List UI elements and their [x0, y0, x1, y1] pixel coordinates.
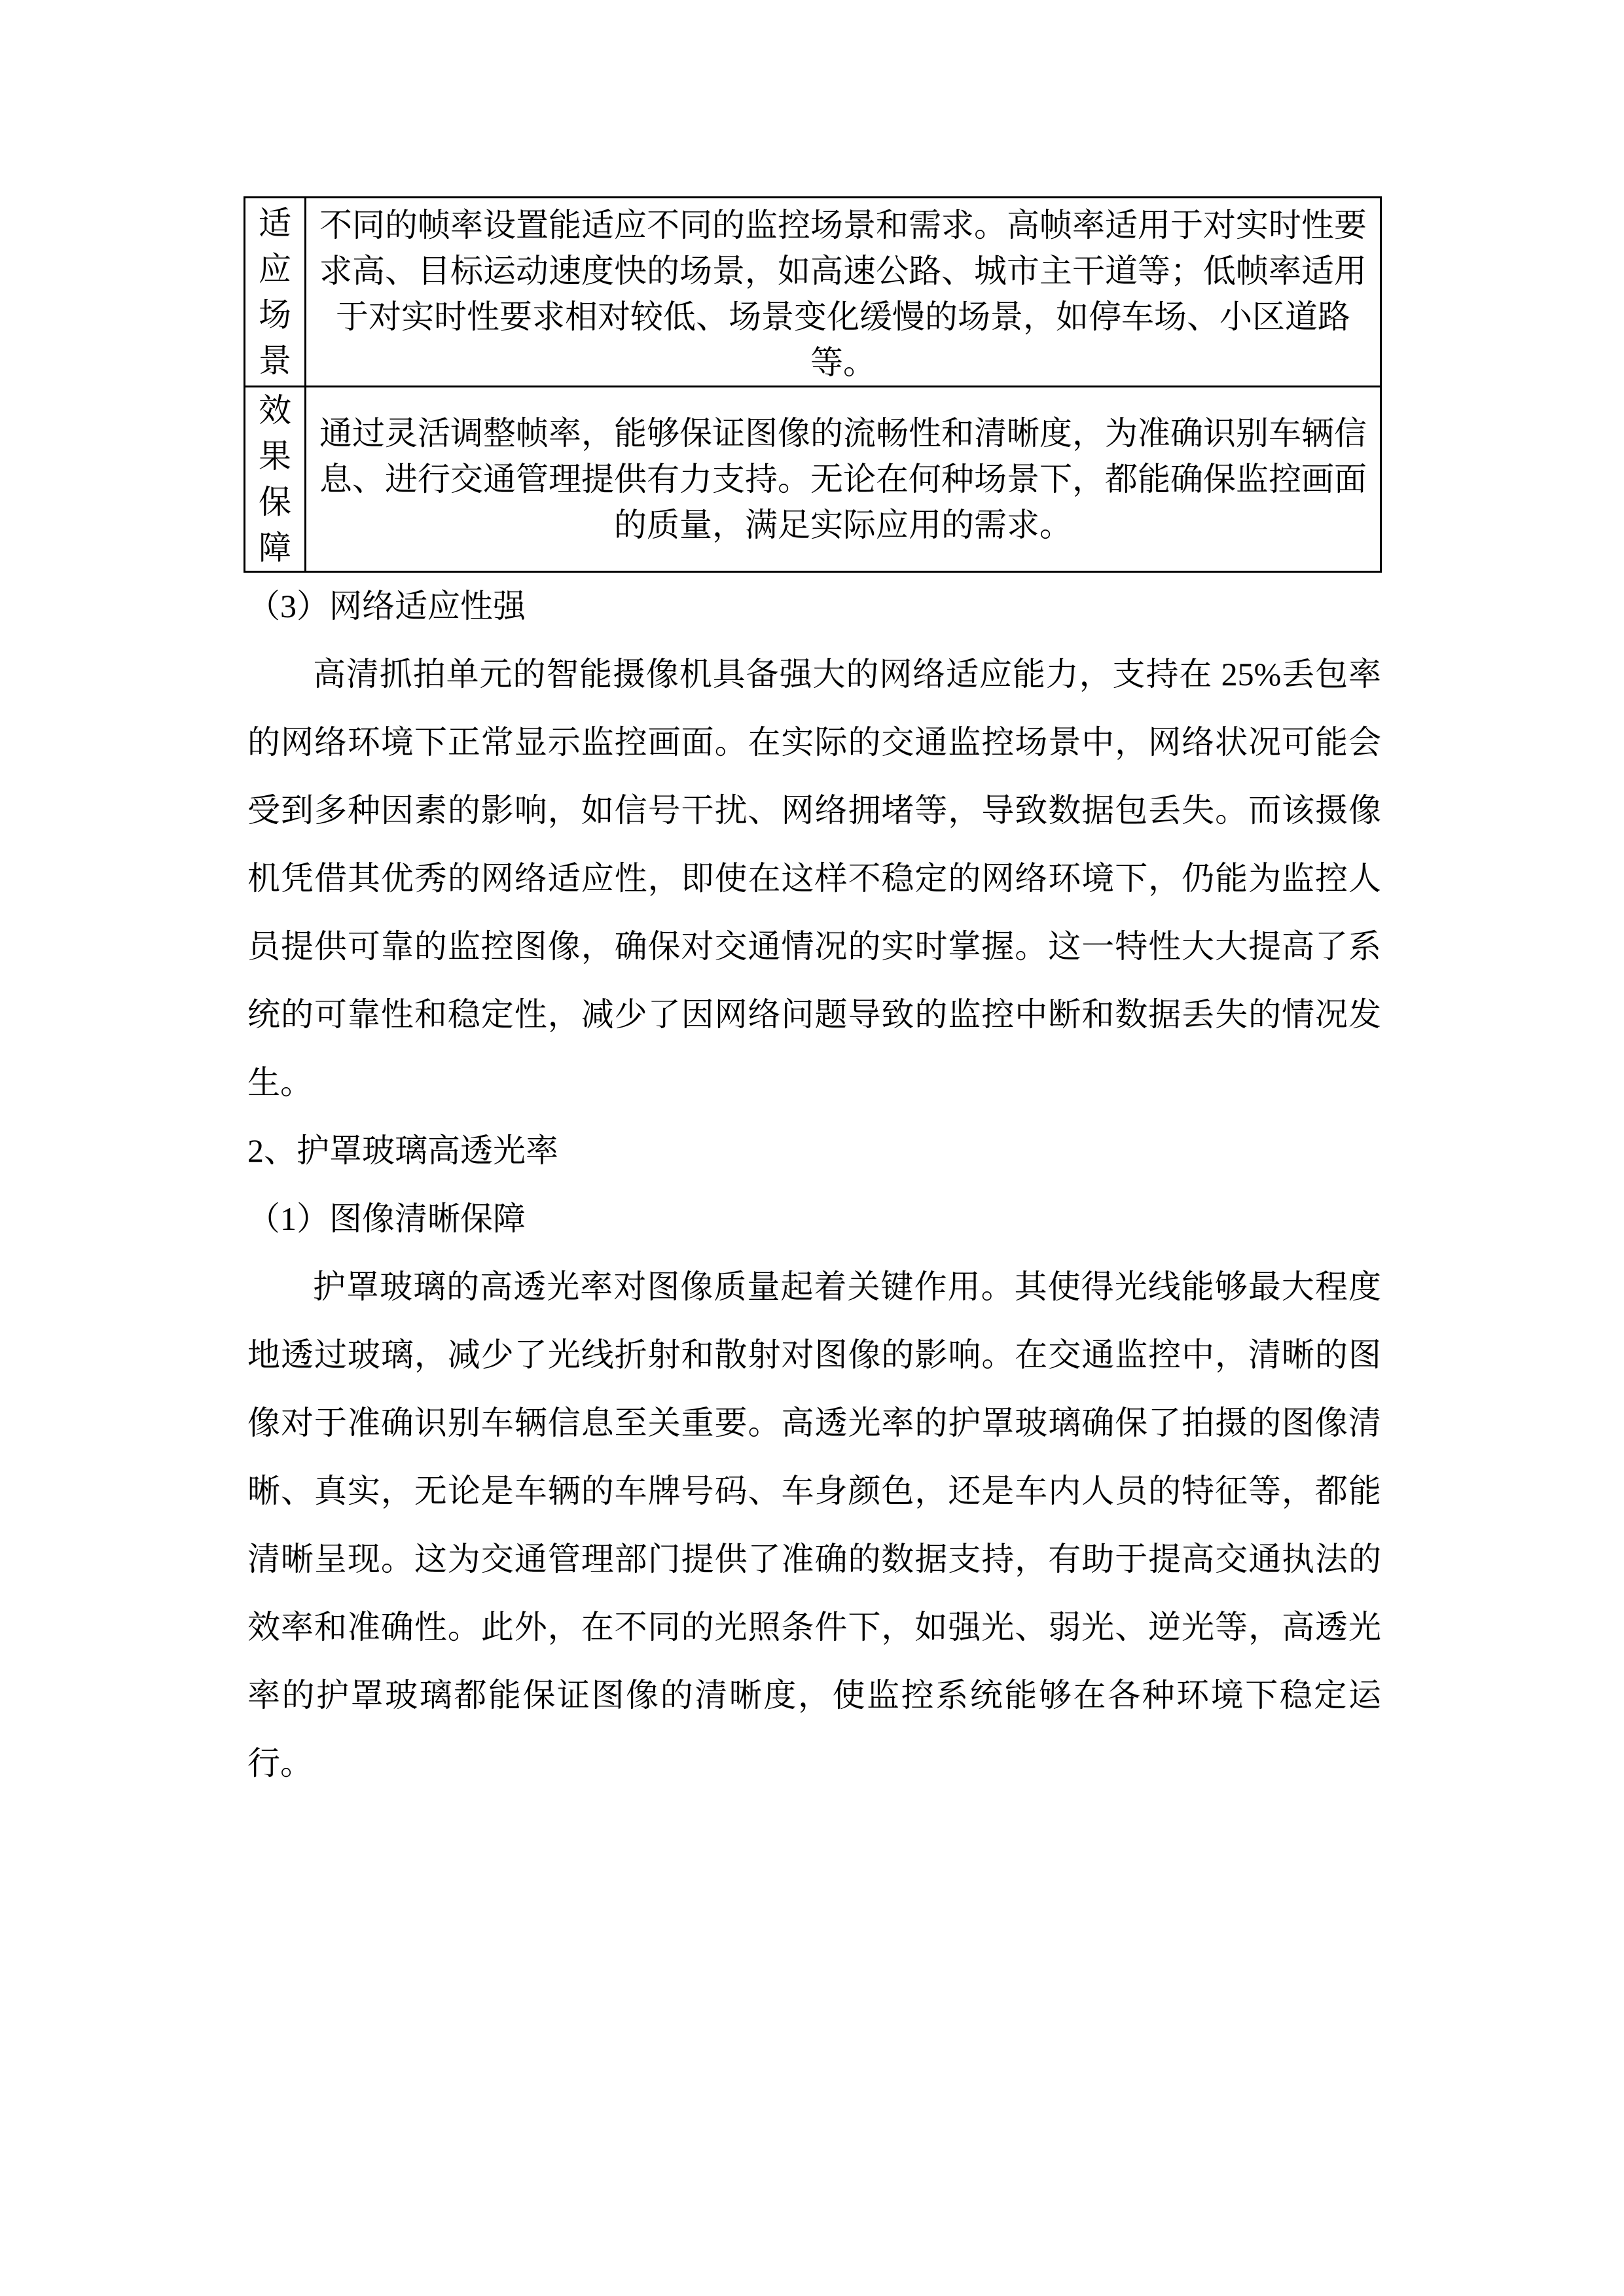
table-row: [245, 387, 1381, 572]
row-header-cell: 适应场景: [245, 198, 306, 387]
section-heading-image-clarity: （1）图像清晰保障: [247, 1200, 526, 1237]
document-body: [247, 572, 1381, 1797]
table-row: [245, 198, 1381, 387]
spec-table: [244, 196, 1382, 573]
row-header-cell: 效果保障: [245, 387, 306, 572]
row-content-cell: 不同的帧率设置能适应不同的监控场景和需求。高帧率适用于对实时性要求高、目标运动速度快的场景，如高速公路、城市主干道等；低帧率适用于对实时性要求相对较低、场景变化缓慢的场景，如停车场、小区道路等。: [306, 198, 1381, 387]
body-paragraph-image-clarity: 护罩玻璃的高透光率对图像质量起着关键作用。其使得光线能够最大程度地透过玻璃，减少了光线折射和散射对图像的影响。在交通监控中，清晰的图像对于准确识别车辆信息至关重要。高透光率的护罩玻璃确保了拍摄的图像清晰、真实，无论是车辆的车牌号码、车身颜色，还是车内人员的特征等，都能清晰呈现。这为交通管理部门提供了准确的数据支持，有助于提高交通执法的效率和准确性。此外，在不同的光照条件下，如强光、弱光、逆光等，高透光率的护罩玻璃都能保证图像的清晰度，使监控系统能够在各种环境下稳定运行。: [247, 1268, 1381, 1782]
section-heading-network-adaptability: （3）网络适应性强: [247, 588, 526, 624]
section-heading-cover-glass: 2、护罩玻璃高透光率: [247, 1132, 558, 1169]
row-content-cell: 通过灵活调整帧率，能够保证图像的流畅性和清晰度，为准确识别车辆信息、进行交通管理提供有力支持。无论在何种场景下，都能确保监控画面的质量，满足实际应用的需求。: [306, 387, 1381, 572]
body-paragraph-network-adaptability: 高清抓拍单元的智能摄像机具备强大的网络适应能力，支持在 25%丢包率的网络环境下正常显示监控画面。在实际的交通监控场景中，网络状况可能会受到多种因素的影响，如信号干扰、网络拥堵等，导致数据包丢失。而该摄像机凭借其优秀的网络适应性，即使在这样不稳定的网络环境下，仍能为监控人员提供可靠的监控图像，确保对交通情况的实时掌握。这一特性大大提高了系统的可靠性和稳定性，减少了因网络问题导致的监控中断和数据丢失的情况发生。: [247, 656, 1381, 1101]
